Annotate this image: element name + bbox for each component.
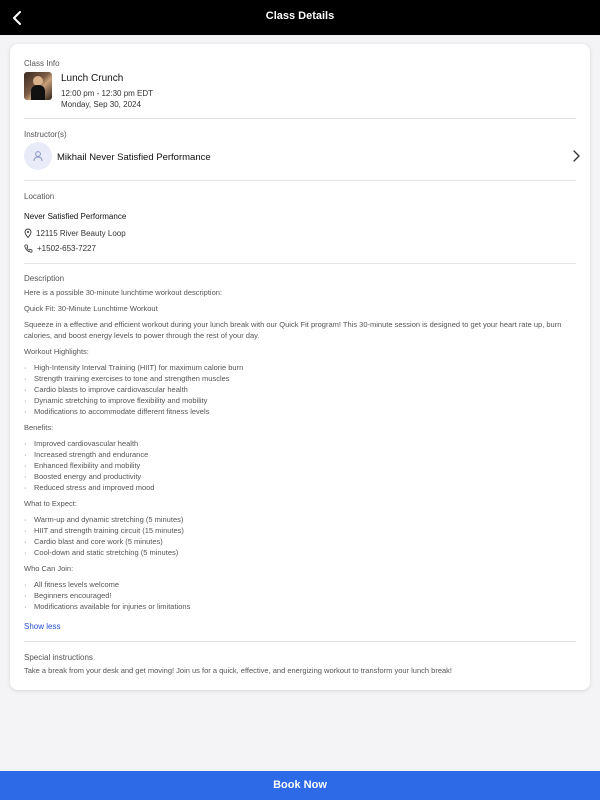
list-item: · Strength training exercises to tone and strengthen muscles (24, 374, 230, 383)
list-item: · Beginners encouraged! (24, 591, 112, 600)
list-item: · Cardio blasts to improve cardiovascular health (24, 385, 188, 394)
class-date: Monday, Sep 30, 2024 (61, 100, 141, 109)
description-paragraph: Squeeze in a effective and efficient workout during your lunch break with our Quick Fit program! This 30-minute session is designed to get your heart rate up, burn calories, and boost energy levels to power through the rest of your day. (24, 320, 562, 340)
instructor-name: Mikhail Never Satisfied Performance (57, 152, 211, 163)
class-thumbnail (24, 72, 52, 100)
list-item: · All fitness levels welcome (24, 580, 120, 589)
list-item: · Cardio blast and core work (5 minutes) (24, 537, 163, 546)
location-pin-icon (24, 228, 32, 238)
avatar (24, 142, 52, 170)
description-label: Description (24, 274, 65, 283)
list-item: · Reduced stress and improved mood (24, 483, 155, 492)
description-subtitle: Quick Fit: 30-Minute Lunchtime Workout (24, 304, 158, 313)
phone-line[interactable] (24, 244, 96, 253)
phone-icon (24, 244, 33, 253)
list-item: · Modifications to accommodate different fitness levels (24, 407, 210, 416)
list-item: · Enhanced flexibility and mobility (24, 461, 141, 470)
divider (24, 641, 576, 642)
user-icon (32, 150, 44, 162)
list-item: · Cool-down and static stretching (5 minutes) (24, 548, 179, 557)
special-instructions-text: Take a break from your desk and get moving! Join us for a quick, effective, and energizing workout to transform your lunch break! (24, 666, 452, 675)
list-item: · Warm-up and dynamic stretching (5 minutes) (24, 515, 184, 524)
top-bar (0, 0, 600, 35)
location-label: Location (24, 192, 55, 201)
address-line (24, 228, 126, 238)
list-item: · High-Intensity Interval Training (HIIT) for maximum calorie burn (24, 363, 244, 372)
location-phone: +1502-653-7227 (37, 244, 96, 253)
class-info-label: Class Info (24, 59, 60, 68)
location-name: Never Satisfied Performance (24, 212, 127, 221)
special-instructions-label: Special instructions (24, 653, 93, 662)
list-item: · Increased strength and endurance (24, 450, 149, 459)
list-item: · Modifications available for injuries or limitations (24, 602, 191, 611)
list-item: · Improved cardiovascular health (24, 439, 139, 448)
list-item: · HIIT and strength training circuit (15 minutes) (24, 526, 184, 535)
location-address: 12115 River Beauty Loop (36, 228, 126, 238)
description-intro: Here is a possible 30-minute lunchtime workout description: (24, 288, 223, 297)
join-label: Who Can Join: (24, 564, 74, 573)
highlights-label: Workout Highlights: (24, 347, 89, 356)
instructor-row[interactable] (24, 142, 580, 172)
class-details-card (10, 44, 590, 690)
show-less-link[interactable]: Show less (24, 622, 61, 631)
instructor-label: Instructor(s) (24, 130, 67, 139)
list-item: · Dynamic stretching to improve flexibility and mobility (24, 396, 208, 405)
book-now-button[interactable]: Book Now (0, 771, 600, 800)
class-time: 12:00 pm - 12:30 pm EDT (61, 89, 154, 98)
expect-label: What to Expect: (24, 499, 77, 508)
divider (24, 180, 576, 181)
page-title: Class Details (265, 10, 335, 22)
divider (24, 263, 576, 264)
chevron-right-icon (572, 150, 580, 162)
divider (24, 118, 576, 119)
benefits-label: Benefits: (24, 423, 54, 432)
list-item: · Boosted energy and productivity (24, 472, 142, 481)
class-name: Lunch Crunch (61, 73, 124, 84)
